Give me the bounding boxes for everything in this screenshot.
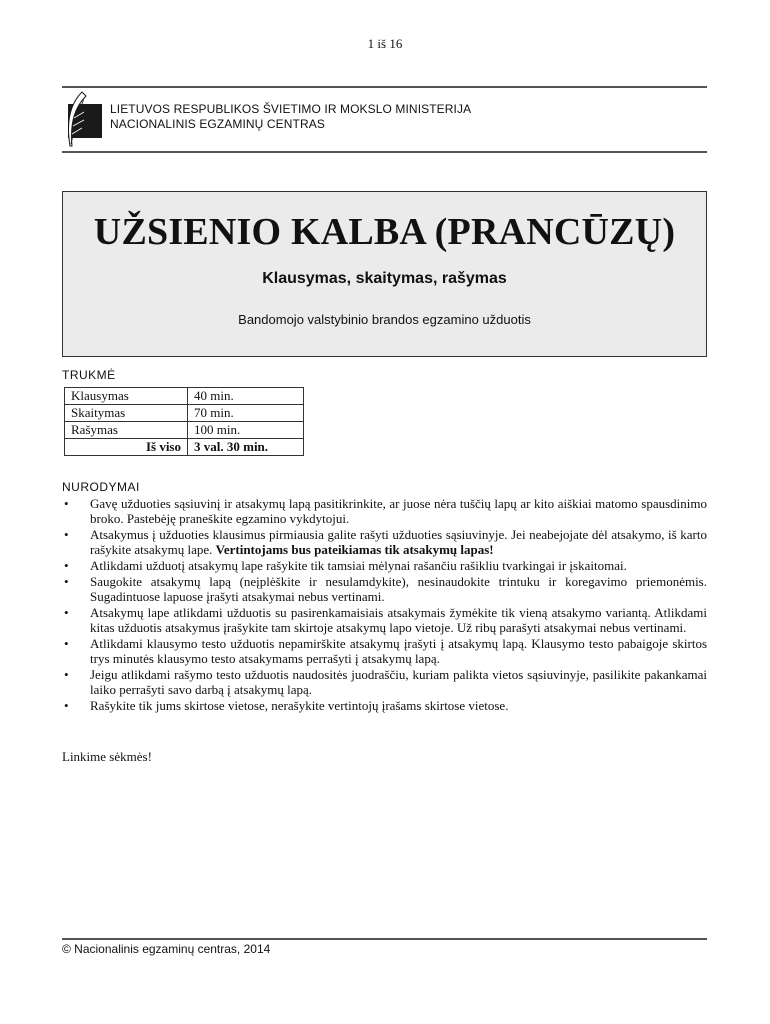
instruction-text: Gavę užduoties sąsiuvinį ir atsakymų lapą pasitikrinkite, ar juose nėra tuščių lapų ar kito aiškiai matomo spausdinimo broko. Pastebėję praneškite egzamino vykdytojui. <box>90 496 707 527</box>
duration-label: TRUKMĖ <box>62 368 116 382</box>
instruction-text: Atlikdami užduotį atsakymų lape rašykite tik tamsiai mėlynai rašančiu rašikliu tvarkingai ir įskaitomai. <box>90 558 627 573</box>
list-item <box>62 667 707 697</box>
bullet: • <box>64 604 69 620</box>
duration-table <box>64 387 304 456</box>
instruction-text: Atsakymų lape atlikdami užduotis su pasirenkamaisiais atsakymais žymėkite tik vieną atsakymo variantą. Atlikdami kitas užduotis atsakymus įrašykite tam skirtoje atsakymų lapo vietoje. Už ribų parašyti atsakymai nebus vertinami. <box>90 604 707 635</box>
header-bottom-rule <box>62 151 707 153</box>
duration-name: Skaitymas <box>65 405 188 422</box>
bullet: • <box>64 666 69 682</box>
instruction-text: Atlikdami klausymo testo užduotis nepamirškite atsakymų įrašyti į atsakymų lapą. Klausymo testo pabaigoje skirtos trys minutės klausymo testo atsakymams perrašyti į atsakymų lapą. <box>90 635 707 666</box>
instruction-text: Jeigu atlikdami rašymo testo užduotis naudositės juodraščiu, kuriam palikta vietos sąsiuvinyje, pasilikite pakankamai laiko perrašyti savo darbą į atsakymų lapą. <box>90 666 707 697</box>
instruction-bold-note: Vertintojams bus pateikiamas tik atsakymų lapas! <box>215 542 494 558</box>
list-item <box>62 605 707 635</box>
duration-name: Klausymas <box>65 388 188 405</box>
instructions-list <box>62 496 707 714</box>
bullet: • <box>64 527 69 542</box>
exam-title: UŽSIENIO KALBA (PRANCŪZŲ) <box>93 211 676 253</box>
list-item <box>62 698 707 713</box>
page-number: 1 iš 16 <box>367 36 403 51</box>
ministry-name <box>110 102 471 132</box>
table-row <box>65 388 304 405</box>
bullet: • <box>64 558 69 573</box>
instructions-label: NURODYMAI <box>62 480 140 494</box>
duration-total-name: Iš viso <box>65 439 188 456</box>
footer-rule <box>62 938 707 940</box>
ministry-line-1: LIETUVOS RESPUBLIKOS ŠVIETIMO IR MOKSLO MINISTERIJA <box>110 102 472 116</box>
feather-quill-icon <box>62 90 104 148</box>
duration-total-value: 3 val. 30 min. <box>188 439 304 456</box>
duration-value: 70 min. <box>188 405 304 422</box>
exam-subtitle: Klausymas, skaitymas, rašymas <box>262 270 507 287</box>
bullet: • <box>64 573 69 589</box>
footer-copyright: © Nacionalinis egzaminų centras, 2014 <box>62 942 271 956</box>
table-row <box>65 422 304 439</box>
ministry-header <box>62 88 707 150</box>
list-item <box>62 636 707 666</box>
title-box <box>62 191 707 357</box>
instruction-text: Rašykite tik jums skirtose vietose, nerašykite vertintojų įrašams skirtose vietose. <box>90 697 509 713</box>
list-item <box>62 527 707 557</box>
instruction-text: Atsakymus į užduoties klausimus pirmiausia galite rašyti užduoties sąsiuvinyje. Jei neabejojate dėl atsakymo, iš karto rašykite atsakymų lape. <box>90 527 707 558</box>
bullet: • <box>64 697 69 713</box>
list-item <box>62 558 707 573</box>
duration-value: 40 min. <box>188 388 304 405</box>
bullet: • <box>64 496 69 511</box>
list-item <box>62 574 707 604</box>
bullet: • <box>64 635 69 651</box>
instruction-text: Saugokite atsakymų lapą (neįplėškite ir nesulamdykite), nesinaudokite trintuku ir koregavimo priemonėmis. Sugadintuose lapuose įrašyti atsakymai nebus vertinami. <box>90 573 707 604</box>
ministry-line-2: NACIONALINIS EGZAMINŲ CENTRAS <box>110 117 325 131</box>
exam-description: Bandomojo valstybinio brandos egzamino užduotis <box>238 312 531 327</box>
list-item <box>62 496 707 526</box>
closing-wish: Linkime sėkmės! <box>62 749 152 764</box>
duration-value: 100 min. <box>188 422 304 439</box>
duration-name: Rašymas <box>65 422 188 439</box>
table-total-row <box>65 439 304 456</box>
table-row <box>65 405 304 422</box>
